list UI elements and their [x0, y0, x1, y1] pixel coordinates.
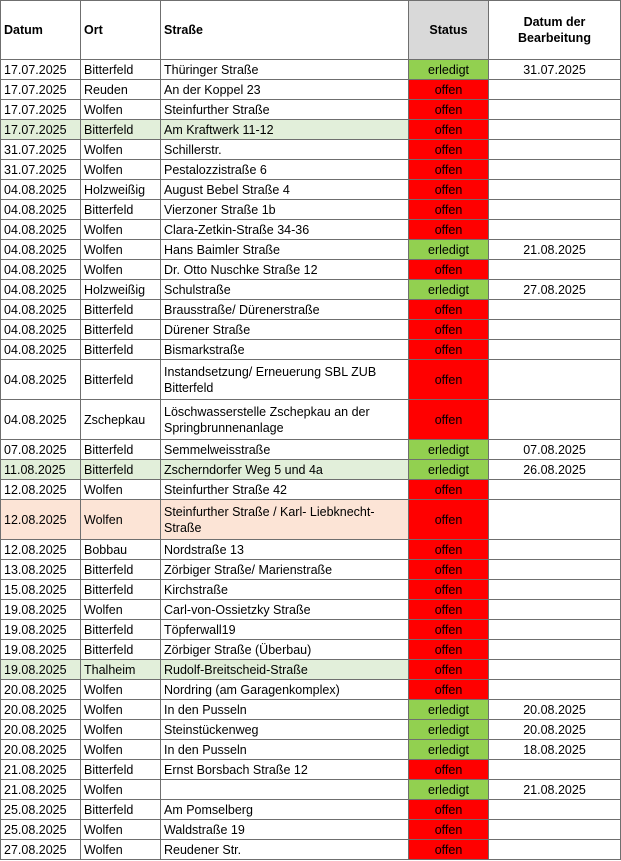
table-row: [1, 240, 621, 260]
cell-status[interactable]: offen: [409, 80, 489, 100]
cell-datum[interactable]: 21.08.2025: [1, 780, 81, 800]
cell-status[interactable]: erledigt: [409, 60, 489, 80]
table-body: [1, 60, 621, 860]
cell-ort[interactable]: Bitterfeld: [81, 440, 161, 460]
cell-bearbeitung[interactable]: 26.08.2025: [489, 460, 621, 480]
cell-strasse[interactable]: Schulstraße: [161, 280, 409, 300]
cell-bearbeitung[interactable]: 27.08.2025: [489, 280, 621, 300]
cell-status[interactable]: offen: [409, 400, 489, 440]
cell-ort[interactable]: Wolfen: [81, 600, 161, 620]
cell-status[interactable]: offen: [409, 220, 489, 240]
cell-status[interactable]: offen: [409, 480, 489, 500]
cell-ort[interactable]: Bitterfeld: [81, 320, 161, 340]
cell-status[interactable]: offen: [409, 140, 489, 160]
table-row: [1, 720, 621, 740]
cell-strasse[interactable]: Steinfurther Straße 42: [161, 480, 409, 500]
cell-strasse[interactable]: Steinfurther Straße: [161, 100, 409, 120]
cell-strasse[interactable]: In den Pusseln: [161, 700, 409, 720]
header-row: [1, 1, 621, 60]
cell-datum[interactable]: 12.08.2025: [1, 540, 81, 560]
cell-strasse[interactable]: Reudener Str.: [161, 840, 409, 860]
cell-ort[interactable]: Bitterfeld: [81, 760, 161, 780]
cell-status[interactable]: erledigt: [409, 460, 489, 480]
cell-datum[interactable]: 04.08.2025: [1, 280, 81, 300]
table-row: [1, 220, 621, 240]
cell-strasse[interactable]: Töpferwall19: [161, 620, 409, 640]
cell-ort[interactable]: Bitterfeld: [81, 200, 161, 220]
cell-status[interactable]: offen: [409, 600, 489, 620]
cell-ort[interactable]: Thalheim: [81, 660, 161, 680]
cell-ort[interactable]: Bitterfeld: [81, 120, 161, 140]
cell-ort[interactable]: Wolfen: [81, 160, 161, 180]
table-row: [1, 300, 621, 320]
cell-strasse[interactable]: Nordstraße 13: [161, 540, 409, 560]
table-row: [1, 660, 621, 680]
cell-datum[interactable]: 04.08.2025: [1, 320, 81, 340]
cell-bearbeitung[interactable]: [489, 360, 621, 400]
cell-ort[interactable]: Wolfen: [81, 820, 161, 840]
cell-status[interactable]: offen: [409, 340, 489, 360]
cell-datum[interactable]: 31.07.2025: [1, 160, 81, 180]
cell-datum[interactable]: 04.08.2025: [1, 260, 81, 280]
cell-datum[interactable]: 11.08.2025: [1, 460, 81, 480]
cell-strasse[interactable]: Am Kraftwerk 11-12: [161, 120, 409, 140]
cell-bearbeitung[interactable]: [489, 120, 621, 140]
cell-bearbeitung[interactable]: 20.08.2025: [489, 720, 621, 740]
cell-ort[interactable]: Wolfen: [81, 260, 161, 280]
cell-ort[interactable]: Wolfen: [81, 840, 161, 860]
table-row: [1, 180, 621, 200]
cell-bearbeitung[interactable]: [489, 300, 621, 320]
cell-datum[interactable]: 13.08.2025: [1, 560, 81, 580]
cell-strasse[interactable]: Thüringer Straße: [161, 60, 409, 80]
table-row: [1, 120, 621, 140]
table-row: [1, 140, 621, 160]
cell-strasse[interactable]: Vierzoner Straße 1b: [161, 200, 409, 220]
cell-datum[interactable]: 17.07.2025: [1, 80, 81, 100]
cell-strasse[interactable]: Brausstraße/ Dürenerstraße: [161, 300, 409, 320]
cell-datum[interactable]: 04.08.2025: [1, 180, 81, 200]
cell-bearbeitung[interactable]: [489, 620, 621, 640]
cell-strasse[interactable]: Zscherndorfer Weg 5 und 4a: [161, 460, 409, 480]
cell-bearbeitung[interactable]: [489, 160, 621, 180]
table-row: [1, 480, 621, 500]
cell-bearbeitung[interactable]: [489, 580, 621, 600]
cell-status[interactable]: offen: [409, 760, 489, 780]
cell-bearbeitung[interactable]: 21.08.2025: [489, 780, 621, 800]
cell-bearbeitung[interactable]: [489, 220, 621, 240]
cell-datum[interactable]: 25.08.2025: [1, 800, 81, 820]
cell-strasse[interactable]: Am Pomselberg: [161, 800, 409, 820]
table-row: [1, 740, 621, 760]
table-row: [1, 600, 621, 620]
cell-datum[interactable]: 25.08.2025: [1, 820, 81, 840]
table-row: [1, 760, 621, 780]
cell-ort[interactable]: Holzweißig: [81, 180, 161, 200]
cell-status[interactable]: erledigt: [409, 720, 489, 740]
cell-ort[interactable]: Wolfen: [81, 700, 161, 720]
cell-bearbeitung[interactable]: [489, 600, 621, 620]
cell-ort[interactable]: Wolfen: [81, 140, 161, 160]
cell-ort[interactable]: Wolfen: [81, 740, 161, 760]
cell-ort[interactable]: Wolfen: [81, 780, 161, 800]
cell-bearbeitung[interactable]: [489, 400, 621, 440]
cell-datum[interactable]: 12.08.2025: [1, 480, 81, 500]
table-row: [1, 500, 621, 540]
cell-bearbeitung[interactable]: [489, 200, 621, 220]
cell-ort[interactable]: Bitterfeld: [81, 300, 161, 320]
cell-bearbeitung[interactable]: [489, 260, 621, 280]
table-row: [1, 580, 621, 600]
cell-status[interactable]: offen: [409, 200, 489, 220]
cell-status[interactable]: erledigt: [409, 240, 489, 260]
table-row: [1, 840, 621, 860]
cell-ort[interactable]: Bitterfeld: [81, 60, 161, 80]
cell-status[interactable]: erledigt: [409, 780, 489, 800]
cell-status[interactable]: offen: [409, 660, 489, 680]
cell-bearbeitung[interactable]: [489, 480, 621, 500]
table-row: [1, 80, 621, 100]
cell-status[interactable]: offen: [409, 800, 489, 820]
header-ort[interactable]: Ort: [81, 1, 161, 60]
cell-bearbeitung[interactable]: [489, 140, 621, 160]
cell-strasse[interactable]: Zörbiger Straße/ Marienstraße: [161, 560, 409, 580]
cell-datum[interactable]: 04.08.2025: [1, 220, 81, 240]
cell-ort[interactable]: Bitterfeld: [81, 640, 161, 660]
cell-status[interactable]: offen: [409, 160, 489, 180]
cell-status[interactable]: offen: [409, 180, 489, 200]
cell-bearbeitung[interactable]: [489, 320, 621, 340]
table-row: [1, 280, 621, 300]
table-row: [1, 60, 621, 80]
cell-datum[interactable]: 27.08.2025: [1, 840, 81, 860]
table-row: [1, 700, 621, 720]
cell-datum[interactable]: 17.07.2025: [1, 120, 81, 140]
cell-datum[interactable]: 04.08.2025: [1, 200, 81, 220]
cell-ort[interactable]: Zschepkau: [81, 400, 161, 440]
cell-bearbeitung[interactable]: [489, 180, 621, 200]
cell-strasse[interactable]: Bismarkstraße: [161, 340, 409, 360]
cell-status[interactable]: offen: [409, 640, 489, 660]
cell-ort[interactable]: Bitterfeld: [81, 620, 161, 640]
cell-strasse[interactable]: Dürener Straße: [161, 320, 409, 340]
table-row: [1, 100, 621, 120]
cell-datum[interactable]: 21.08.2025: [1, 760, 81, 780]
cell-bearbeitung[interactable]: [489, 640, 621, 660]
cell-strasse[interactable]: Steinstückenweg: [161, 720, 409, 740]
table-row: [1, 640, 621, 660]
table-row: [1, 620, 621, 640]
cell-bearbeitung[interactable]: [489, 660, 621, 680]
cell-strasse[interactable]: Kirchstraße: [161, 580, 409, 600]
cell-bearbeitung[interactable]: [489, 500, 621, 540]
cell-datum[interactable]: 04.08.2025: [1, 340, 81, 360]
cell-strasse[interactable]: Rudolf-Breitscheid-Straße: [161, 660, 409, 680]
cell-bearbeitung[interactable]: 07.08.2025: [489, 440, 621, 460]
cell-status[interactable]: offen: [409, 260, 489, 280]
cell-strasse[interactable]: An der Koppel 23: [161, 80, 409, 100]
table-row: [1, 200, 621, 220]
cell-status[interactable]: offen: [409, 840, 489, 860]
cell-status[interactable]: offen: [409, 360, 489, 400]
cell-strasse[interactable]: Waldstraße 19: [161, 820, 409, 840]
table-row: [1, 680, 621, 700]
cell-status[interactable]: offen: [409, 100, 489, 120]
cell-bearbeitung[interactable]: [489, 800, 621, 820]
cell-bearbeitung[interactable]: [489, 560, 621, 580]
cell-bearbeitung[interactable]: [489, 840, 621, 860]
cell-bearbeitung[interactable]: 18.08.2025: [489, 740, 621, 760]
cell-strasse[interactable]: Carl-von-Ossietzky Straße: [161, 600, 409, 620]
table-row: [1, 780, 621, 800]
cell-datum[interactable]: 04.08.2025: [1, 400, 81, 440]
cell-bearbeitung[interactable]: [489, 820, 621, 840]
table-row: [1, 440, 621, 460]
cell-ort[interactable]: Bitterfeld: [81, 580, 161, 600]
cell-strasse[interactable]: August Bebel Straße 4: [161, 180, 409, 200]
cell-ort[interactable]: Bitterfeld: [81, 560, 161, 580]
cell-datum[interactable]: 19.08.2025: [1, 600, 81, 620]
cell-datum[interactable]: 20.08.2025: [1, 740, 81, 760]
header-status[interactable]: Status: [409, 1, 489, 60]
cell-status[interactable]: offen: [409, 680, 489, 700]
cell-status[interactable]: offen: [409, 620, 489, 640]
cell-status[interactable]: offen: [409, 120, 489, 140]
cell-bearbeitung[interactable]: [489, 340, 621, 360]
table-row: [1, 340, 621, 360]
cell-ort[interactable]: Bobbau: [81, 540, 161, 560]
cell-ort[interactable]: Bitterfeld: [81, 800, 161, 820]
cell-bearbeitung[interactable]: 21.08.2025: [489, 240, 621, 260]
cell-ort[interactable]: Bitterfeld: [81, 360, 161, 400]
cell-datum[interactable]: 17.07.2025: [1, 60, 81, 80]
cell-datum[interactable]: 19.08.2025: [1, 640, 81, 660]
cell-status[interactable]: offen: [409, 300, 489, 320]
cell-strasse[interactable]: Hans Baimler Straße: [161, 240, 409, 260]
table-row: [1, 160, 621, 180]
table-row: [1, 820, 621, 840]
cell-ort[interactable]: Wolfen: [81, 220, 161, 240]
cell-datum[interactable]: 20.08.2025: [1, 680, 81, 700]
cell-ort[interactable]: Wolfen: [81, 100, 161, 120]
cell-status[interactable]: offen: [409, 560, 489, 580]
cell-strasse[interactable]: Ernst Borsbach Straße 12: [161, 760, 409, 780]
cell-strasse[interactable]: Dr. Otto Nuschke Straße 12: [161, 260, 409, 280]
cell-datum[interactable]: 19.08.2025: [1, 620, 81, 640]
cell-status[interactable]: erledigt: [409, 740, 489, 760]
cell-datum[interactable]: 31.07.2025: [1, 140, 81, 160]
cell-datum[interactable]: 07.08.2025: [1, 440, 81, 460]
cell-bearbeitung[interactable]: [489, 540, 621, 560]
table-row: [1, 400, 621, 440]
cell-bearbeitung[interactable]: [489, 80, 621, 100]
cell-ort[interactable]: Reuden: [81, 80, 161, 100]
cell-strasse[interactable]: Steinfurther Straße / Karl- Liebknecht-Straße: [161, 500, 409, 540]
table-row: [1, 260, 621, 280]
cell-strasse[interactable]: Zörbiger Straße (Überbau): [161, 640, 409, 660]
cell-datum[interactable]: 04.08.2025: [1, 300, 81, 320]
cell-status[interactable]: offen: [409, 320, 489, 340]
header-strasse[interactable]: Straße: [161, 1, 409, 60]
cell-bearbeitung[interactable]: [489, 680, 621, 700]
cell-strasse[interactable]: Löschwasserstelle Zschepkau an der Springbrunnenanlage: [161, 400, 409, 440]
cell-ort[interactable]: Bitterfeld: [81, 340, 161, 360]
cell-status[interactable]: erledigt: [409, 280, 489, 300]
cell-datum[interactable]: 04.08.2025: [1, 360, 81, 400]
table-row: [1, 560, 621, 580]
cell-datum[interactable]: 20.08.2025: [1, 720, 81, 740]
cell-datum[interactable]: 12.08.2025: [1, 500, 81, 540]
cell-ort[interactable]: Holzweißig: [81, 280, 161, 300]
cell-datum[interactable]: 20.08.2025: [1, 700, 81, 720]
cell-strasse[interactable]: Schillerstr.: [161, 140, 409, 160]
cell-ort[interactable]: Wolfen: [81, 680, 161, 700]
cell-status[interactable]: offen: [409, 540, 489, 560]
cell-strasse[interactable]: Semmelweisstraße: [161, 440, 409, 460]
cell-datum[interactable]: 04.08.2025: [1, 240, 81, 260]
cell-strasse[interactable]: Pestalozzistraße 6: [161, 160, 409, 180]
cell-bearbeitung[interactable]: 20.08.2025: [489, 700, 621, 720]
cell-ort[interactable]: Wolfen: [81, 480, 161, 500]
cell-bearbeitung[interactable]: 31.07.2025: [489, 60, 621, 80]
table-row: [1, 360, 621, 400]
header-datum[interactable]: Datum: [1, 1, 81, 60]
cell-status[interactable]: erledigt: [409, 440, 489, 460]
cell-strasse[interactable]: Instandsetzung/ Erneuerung SBL ZUB Bitterfeld: [161, 360, 409, 400]
cell-status[interactable]: erledigt: [409, 700, 489, 720]
cell-status[interactable]: offen: [409, 820, 489, 840]
cell-datum[interactable]: 15.08.2025: [1, 580, 81, 600]
cell-ort[interactable]: Wolfen: [81, 240, 161, 260]
cell-ort[interactable]: Bitterfeld: [81, 460, 161, 480]
cell-strasse[interactable]: In den Pusseln: [161, 740, 409, 760]
cell-strasse[interactable]: [161, 780, 409, 800]
cell-status[interactable]: offen: [409, 580, 489, 600]
table-row: [1, 540, 621, 560]
cell-status[interactable]: offen: [409, 500, 489, 540]
cell-strasse[interactable]: Nordring (am Garagenkomplex): [161, 680, 409, 700]
cell-bearbeitung[interactable]: [489, 760, 621, 780]
cell-ort[interactable]: Wolfen: [81, 500, 161, 540]
cell-ort[interactable]: Wolfen: [81, 720, 161, 740]
cell-datum[interactable]: 19.08.2025: [1, 660, 81, 680]
table-row: [1, 460, 621, 480]
table-row: [1, 800, 621, 820]
cell-datum[interactable]: 17.07.2025: [1, 100, 81, 120]
table-row: [1, 320, 621, 340]
cell-bearbeitung[interactable]: [489, 100, 621, 120]
header-bearbeitung[interactable]: Datum der Bearbeitung: [489, 1, 621, 60]
cell-strasse[interactable]: Clara-Zetkin-Straße 34-36: [161, 220, 409, 240]
